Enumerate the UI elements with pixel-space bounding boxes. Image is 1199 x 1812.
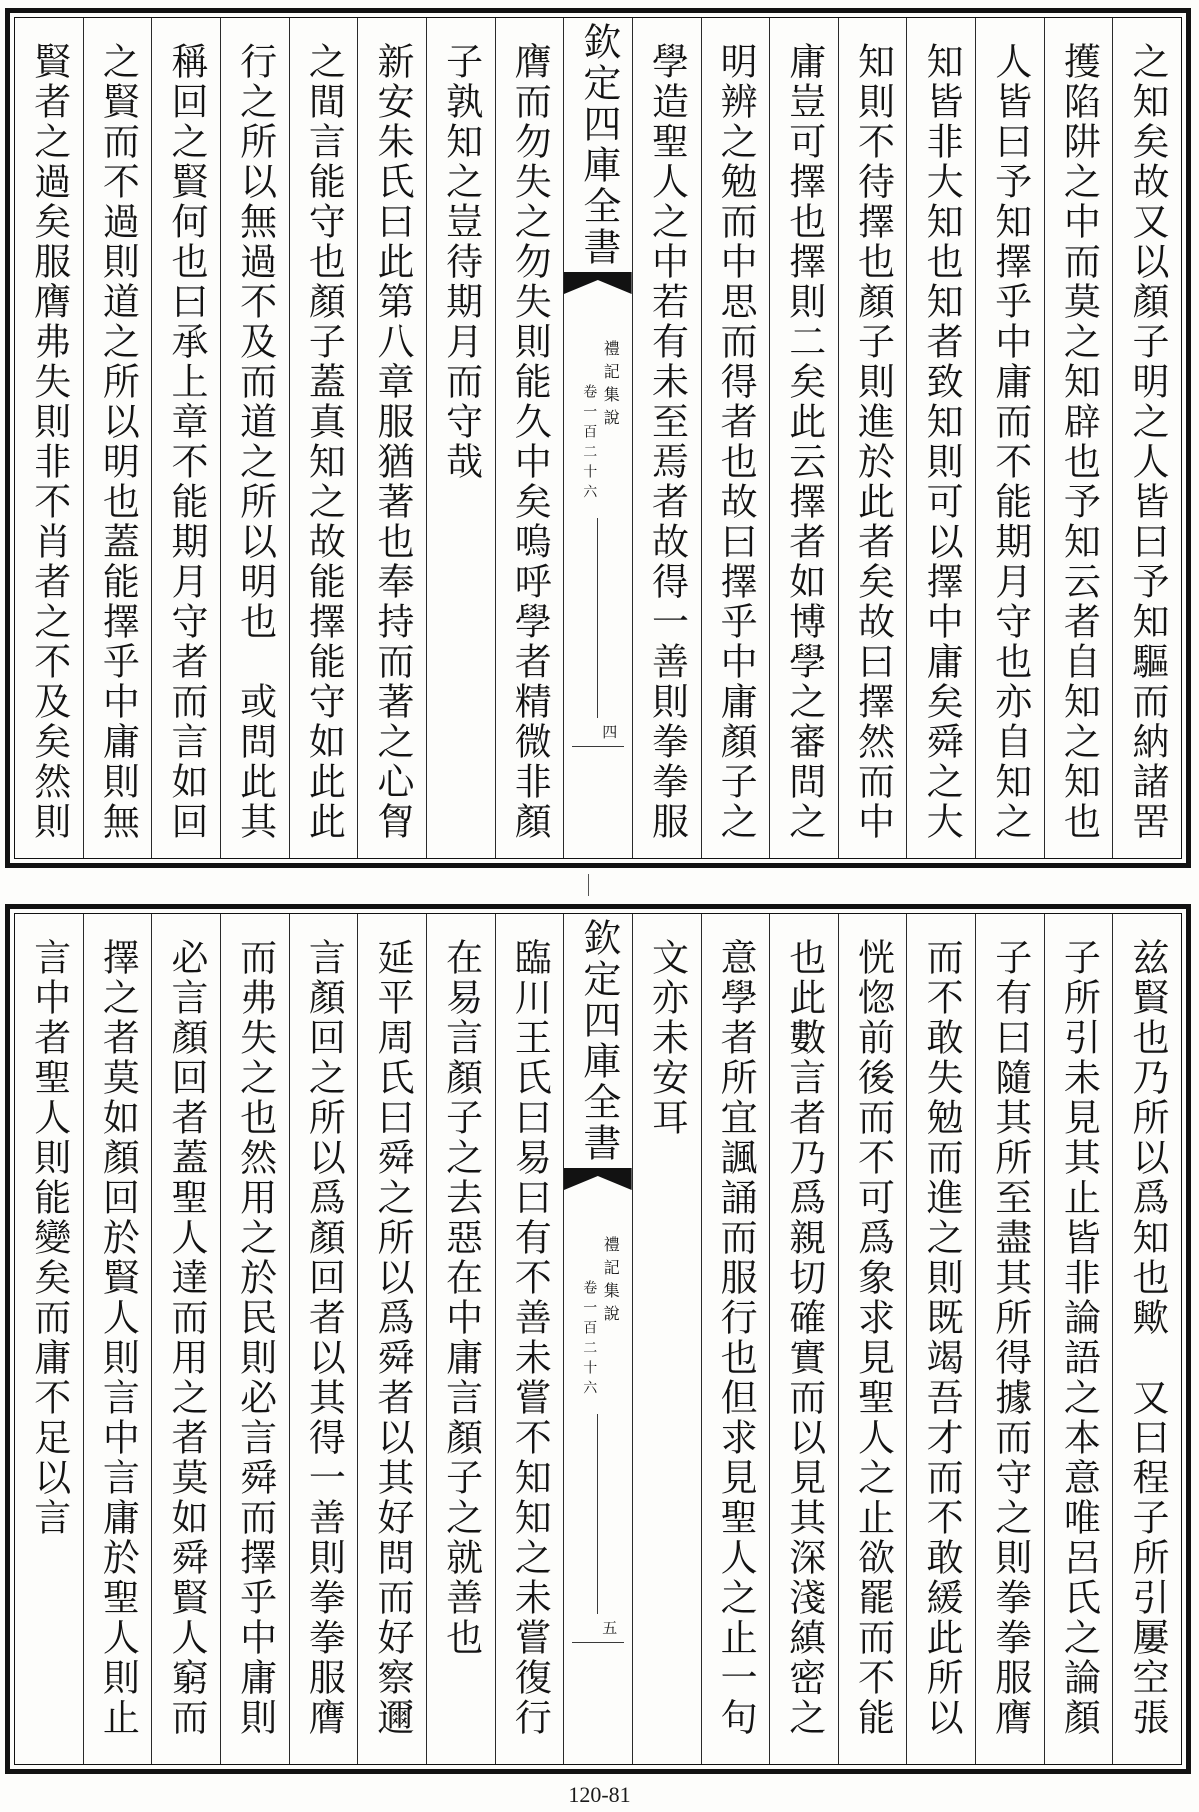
text-column: 兹賢也乃所以爲知也歟 又曰程子所引屢空張 (1112, 914, 1181, 1764)
text-column: 文亦未安耳 (632, 914, 701, 1764)
text-column: 學造聖人之中若有未至焉者故得一善則拳拳服 (632, 18, 701, 858)
book-title: 禮記集說 (601, 340, 621, 432)
text-column: 恍惚前後而不可爲象求見聖人之止欲罷而不能 (838, 914, 907, 1764)
text-column: 賢者之過矣服膺弗失則非不肖者之不及矣然則 (27, 42, 71, 842)
text-column: 之間言能守也顏子蓋真知之故能擇能守如此此 (289, 18, 358, 858)
book-title: 禮記集說 (601, 1236, 621, 1328)
page-panel-top (5, 8, 1191, 868)
text-column: 新安朱氏曰此第八章服猶著也奉持而著之心胷 (357, 18, 426, 858)
center-rule (597, 518, 598, 718)
text-column: 意學者所宜諷誦而服行也但求見聖人之止一句 (701, 914, 770, 1764)
text-column: 言顏回之所以爲顏回者以其得一善則拳拳服膺 (289, 914, 358, 1764)
text-column: 人皆曰予知擇乎中庸而不能期月守也亦自知之 (975, 18, 1044, 858)
text-column: 而弗失之也然用之於民則必言舜而擇乎中庸則 (220, 914, 289, 1764)
text-column: 也此數言者乃爲親切確實而以見其深淺縝密之 (769, 914, 838, 1764)
text-frame (14, 17, 1182, 859)
text-column: 子孰知之豈待期月而守哉 (426, 18, 495, 858)
text-column: 子有曰隨其所至盡其所得據而守之則拳拳服膺 (975, 914, 1044, 1764)
text-frame (14, 913, 1182, 1765)
center-tick (572, 746, 624, 747)
series-title: 欽定四庫全書 (576, 22, 621, 268)
fishtail-mark-icon (564, 1168, 632, 1192)
series-title: 欽定四庫全書 (576, 918, 621, 1164)
volume-number: 卷一百二十六 (581, 384, 598, 504)
text-column: 而不敢失勉而進之則既竭吾才而不敢緩此所以 (906, 914, 975, 1764)
text-column: 之知矣故又以顏子明之人皆曰予知驅而納諸罟 (1112, 18, 1181, 858)
text-column: 知皆非大知也知者致知則可以擇中庸矣舜之大 (906, 18, 975, 858)
leaf-number: 五 (602, 1619, 618, 1637)
text-column: 明辨之勉而中思而得者也故曰擇乎中庸顏子之 (701, 18, 770, 858)
text-column: 言中者聖人則能變矣而庸不足以言 (27, 938, 71, 1538)
text-column: 之賢而不過則道之所以明也蓋能擇乎中庸則無 (83, 18, 152, 858)
page-panel-bottom (5, 904, 1191, 1774)
text-column: 知則不待擇也顏子則進於此者矣故曰擇然而中 (838, 18, 907, 858)
text-column: 行之所以無過不及而道之所以明也 或問此其 (220, 18, 289, 858)
text-column: 必言顏回者蓋聖人達而用之者莫如舜賢人窮而 (151, 914, 220, 1764)
text-column: 臨川王氏曰易曰有不善未嘗不知知之未嘗復行 (495, 914, 564, 1764)
text-column: 庸豈可擇也擇則二矣此云擇者如博學之審問之 (769, 18, 838, 858)
text-column: 擇之者莫如顏回於賢人則言中言庸於聖人則止 (83, 914, 152, 1764)
center-column (563, 914, 632, 1764)
center-rule (597, 1414, 598, 1614)
text-column: 在易言顏子之去惡在中庸言顏子之就善也 (426, 914, 495, 1764)
text-column: 膺而勿失之勿失則能久中矣嗚呼學者精微非顏 (495, 18, 564, 858)
text-column: 延平周氏曰舜之所以爲舜者以其好問而好察邇 (357, 914, 426, 1764)
leaf-number: 四 (602, 723, 618, 741)
volume-number: 卷一百二十六 (581, 1280, 598, 1400)
fold-mark (588, 874, 589, 896)
fishtail-mark-icon (564, 272, 632, 296)
text-column: 擭陷阱之中而莫之知辟也予知云者自知之知也 (1044, 18, 1113, 858)
text-column: 子所引未見其止皆非論語之本意唯呂氏之論顏 (1044, 914, 1113, 1764)
text-column: 稱回之賢何也曰承上章不能期月守者而言如回 (151, 18, 220, 858)
footer-page-code: 120-81 (568, 1782, 631, 1807)
center-tick (572, 1642, 624, 1643)
center-column (563, 18, 632, 858)
